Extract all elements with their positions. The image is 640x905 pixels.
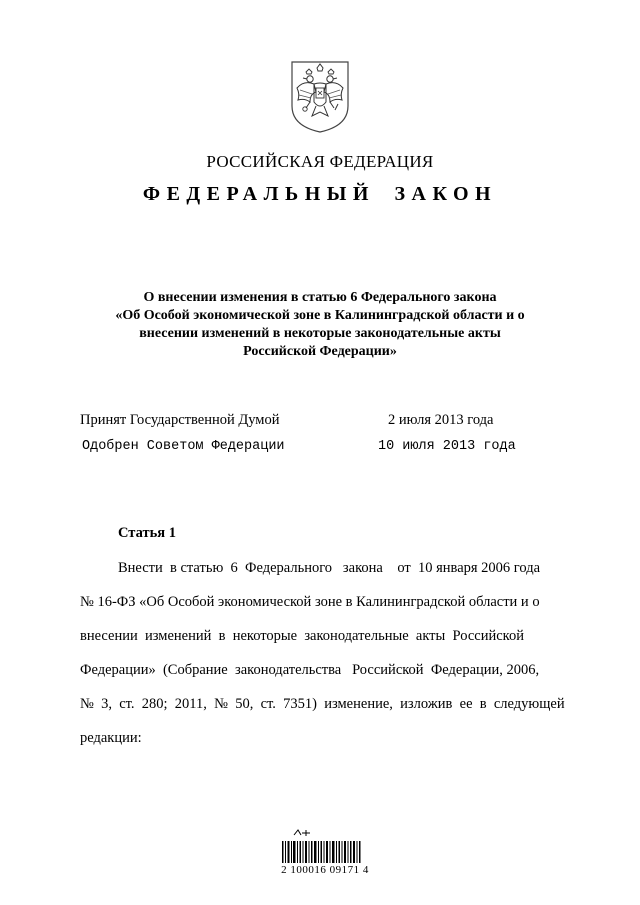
law-type-heading: ФЕДЕРАЛЬНЫЙ ЗАКОН: [142, 183, 498, 205]
barcode-number: 2 100016 09171 4: [281, 864, 369, 876]
article-text-line: редакции:: [80, 730, 142, 746]
barcode-icon: [282, 827, 362, 891]
article-text-line: внесении изменений в некоторые законодательные акты Российской: [80, 628, 524, 644]
article-heading: Статья 1: [118, 525, 176, 541]
article-text-line: № 3, ст. 280; 2011, № 50, ст. 7351) изменение, изложив ее в следующей: [80, 696, 565, 712]
council-approval-label: Одобрен Советом Федерации: [82, 439, 285, 454]
council-approval-date: 10 июля 2013 года: [378, 439, 516, 454]
duma-adoption-label: Принят Государственной Думой: [80, 412, 280, 428]
article-text-line: Внести в статью 6 Федерального закона от 10 января 2006 года: [118, 560, 541, 576]
russian-coat-of-arms-icon: [288, 58, 352, 134]
law-title-line: О внесении изменения в статью 6 Федерального закона: [143, 290, 497, 305]
law-title: [0, 289, 640, 361]
article-text-line: № 16-ФЗ «Об Особой экономической зоне в Калининградской области и о: [80, 594, 540, 610]
law-title-line: «Об Особой экономической зоне в Калининградской области и о: [115, 308, 525, 323]
duma-adoption-date: 2 июля 2013 года: [388, 412, 494, 428]
article-text-line: Федерации» (Собрание законодательства Российской Федерации, 2006,: [80, 662, 540, 678]
country-name: РОССИЙСКАЯ ФЕДЕРАЦИЯ: [206, 152, 434, 171]
law-title-line: внесении изменений в некоторые законодательные акты: [139, 326, 501, 341]
law-title-line: Российской Федерации»: [243, 344, 397, 359]
